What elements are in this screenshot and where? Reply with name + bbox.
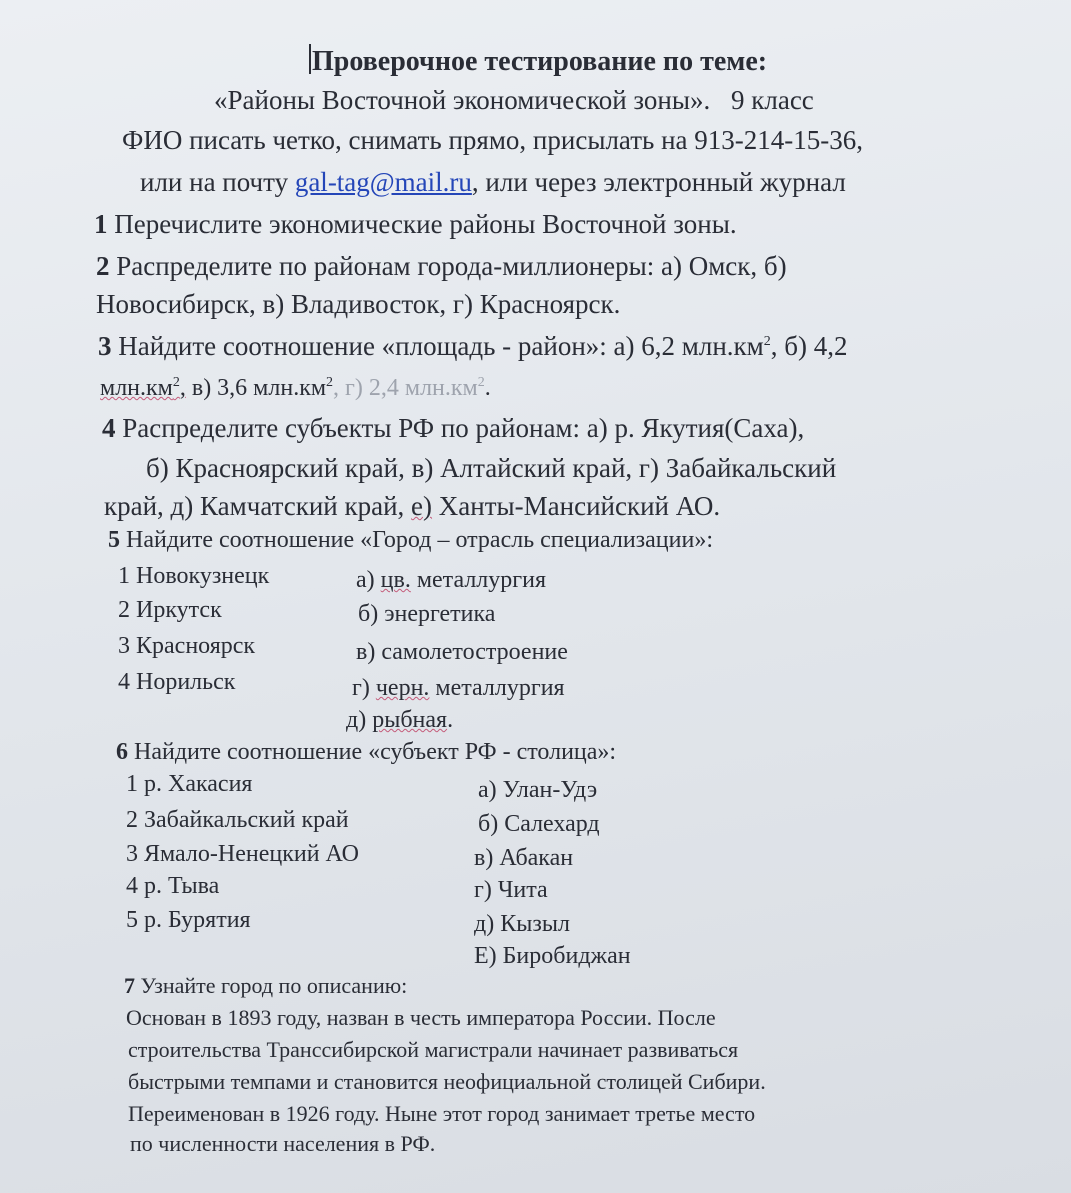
- option-e-label: е): [411, 491, 433, 521]
- city-item: 3 Красноярск: [118, 633, 256, 659]
- question-7: [124, 972, 407, 999]
- industry-item: д) рыбная.: [346, 707, 454, 733]
- question-text: Распределите по районам города-миллионеры: а) Омск, б): [116, 251, 787, 281]
- question-1: [94, 208, 737, 240]
- instructions-line-1: ФИО писать четко, снимать прямо, присылать на 913-214-15-36,: [122, 125, 863, 155]
- capital-item: в) Абакан: [474, 845, 574, 871]
- subject-item: 5 р. Бурятия: [126, 907, 251, 933]
- question-3-line-2: [100, 374, 491, 402]
- capital-item: Е) Биробиджан: [474, 943, 631, 969]
- description-line: Основан в 1893 году, назван в честь императора России. После: [126, 1005, 716, 1030]
- instructions-prefix: или на почту: [140, 167, 289, 197]
- capital-item: г) Чита: [474, 877, 548, 903]
- description-line: быстрыми темпами и становится неофициальной столицей Сибири.: [128, 1069, 766, 1094]
- area-a-unit: $млн.км^2$,: [100, 375, 186, 401]
- city-item: 2 Иркутск: [118, 597, 222, 623]
- industry-item: г) черн. металлургия: [352, 675, 565, 701]
- question-number: 2: [96, 251, 110, 281]
- capital-item: а) Улан-Удэ: [478, 777, 598, 803]
- question-5: [108, 526, 713, 554]
- question-number: 1: [94, 209, 108, 239]
- question-number: 3: [98, 331, 112, 361]
- text-cursor: [309, 44, 311, 74]
- question-number: 7: [124, 973, 135, 998]
- superscript: 2: [763, 334, 771, 349]
- industry-item: в) самолетостроение: [356, 639, 568, 665]
- description-line: Переименован в 1926 году. Ныне этот город занимает третье место: [128, 1101, 756, 1126]
- area-b: в) 3,6 $млн.км^2$: [191, 375, 334, 401]
- subject-item: 1 р. Хакасия: [126, 771, 253, 797]
- instructions-line-2: [140, 166, 846, 198]
- area-end: .: [484, 375, 491, 401]
- question-2-line-1: [96, 250, 787, 282]
- subject-item: 4 р. Тыва: [126, 873, 220, 899]
- topic-text: «Районы Восточной экономической зоны».: [214, 85, 711, 115]
- question-text: Найдите соотношение «Город – отрасль специализации»:: [126, 527, 713, 553]
- question-number: 6: [116, 739, 128, 765]
- question-text: Узнайте город по описанию:: [140, 973, 408, 998]
- question-2-line-2: Новосибирск, в) Владивосток, г) Красноярск.: [96, 289, 621, 319]
- industry-item: а) цв. металлургия: [356, 567, 547, 593]
- capital-item: д) Кызыл: [474, 911, 570, 937]
- grade-text: 9 класс: [731, 85, 814, 115]
- description-line: строительства Транссибирской магистрали начинает развиваться: [128, 1037, 739, 1062]
- subject-item: 3 Ямало-Ненецкий АО: [126, 841, 360, 867]
- question-4-line-3: край, д) Камчатский край, е) Ханты-Мансийский АО.: [104, 491, 721, 521]
- description-line: по численности населения в РФ.: [130, 1131, 436, 1156]
- topic-line: [214, 84, 814, 116]
- question-text-tail: , б) 4,2: [770, 331, 848, 361]
- question-text: Распределите субъекты РФ по районам: а) р. Якутия(Саха),: [122, 413, 805, 443]
- question-number: 5: [108, 527, 120, 553]
- question-3-line-1: [98, 330, 847, 362]
- capital-item: б) Салехард: [478, 811, 600, 837]
- city-item: 4 Норильск: [118, 669, 236, 695]
- city-item: 1 Новокузнецк: [118, 563, 270, 589]
- question-text: Найдите соотношение «субъект РФ - столица»:: [134, 739, 617, 765]
- question-6: [116, 738, 616, 766]
- page-title: Проверочное тестирование по теме:: [312, 46, 768, 77]
- subject-item: 2 Забайкальский край: [126, 807, 349, 833]
- question-number: 4: [102, 413, 116, 443]
- question-text: Перечислите экономические районы Восточной зоны.: [114, 209, 737, 239]
- question-text: Найдите соотношение «площадь - район»: а) 6,2 млн.км: [118, 331, 764, 361]
- question-4-line-1: [102, 412, 804, 444]
- instructions-suffix: , или через электронный журнал: [471, 167, 846, 197]
- email-link[interactable]: gal-tag@mail.ru: [294, 167, 472, 197]
- question-4-line-2: б) Красноярский край, в) Алтайский край, г) Забайкальский: [146, 453, 837, 483]
- industry-item: б) энергетика: [358, 601, 496, 627]
- area-c: , г) 2,4 $млн.км^2$: [333, 375, 485, 401]
